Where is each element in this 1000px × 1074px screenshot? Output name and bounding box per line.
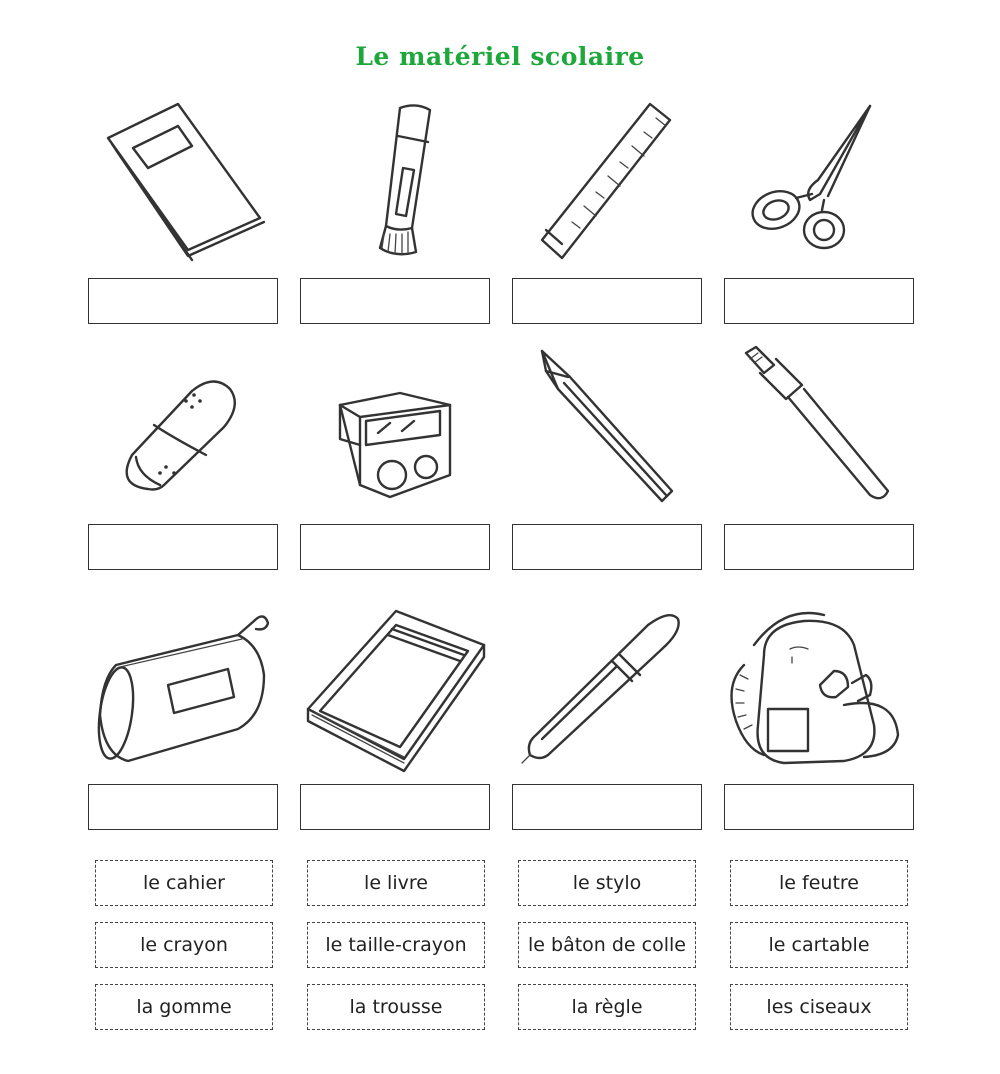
answer-box-6[interactable]: [300, 524, 490, 570]
word-tile[interactable]: le cahier: [95, 860, 273, 906]
scissors-icon: [724, 98, 914, 268]
word-tile[interactable]: la trousse: [307, 984, 485, 1030]
glue-stick-icon: [300, 98, 490, 268]
word-tile[interactable]: le bâton de colle: [518, 922, 696, 968]
answer-box-11[interactable]: [512, 784, 702, 830]
word-tile[interactable]: la gomme: [95, 984, 273, 1030]
word-tile[interactable]: le stylo: [518, 860, 696, 906]
word-tile[interactable]: les ciseaux: [730, 984, 908, 1030]
word-tile[interactable]: le cartable: [730, 922, 908, 968]
answer-box-3[interactable]: [512, 278, 702, 324]
word-tile[interactable]: le feutre: [730, 860, 908, 906]
ruler-icon: [512, 98, 702, 268]
word-tile[interactable]: la règle: [518, 984, 696, 1030]
book-icon: [300, 605, 490, 775]
pen-icon: [512, 605, 702, 775]
answer-box-2[interactable]: [300, 278, 490, 324]
word-tile[interactable]: le livre: [307, 860, 485, 906]
notebook-icon: [88, 98, 278, 268]
answer-box-5[interactable]: [88, 524, 278, 570]
pencil-icon: [512, 345, 702, 515]
worksheet-title: Le matériel scolaire: [355, 42, 645, 71]
answer-box-1[interactable]: [88, 278, 278, 324]
felt-tip-pen-icon: [724, 345, 914, 515]
pencil-sharpener-icon: [300, 345, 490, 515]
answer-box-12[interactable]: [724, 784, 914, 830]
schoolbag-icon: [724, 605, 914, 775]
answer-box-4[interactable]: [724, 278, 914, 324]
answer-box-8[interactable]: [724, 524, 914, 570]
answer-box-7[interactable]: [512, 524, 702, 570]
word-tile[interactable]: le taille-crayon: [307, 922, 485, 968]
eraser-icon: [88, 345, 278, 515]
answer-box-9[interactable]: [88, 784, 278, 830]
pencil-case-icon: [88, 605, 278, 775]
word-tile[interactable]: le crayon: [95, 922, 273, 968]
answer-box-10[interactable]: [300, 784, 490, 830]
